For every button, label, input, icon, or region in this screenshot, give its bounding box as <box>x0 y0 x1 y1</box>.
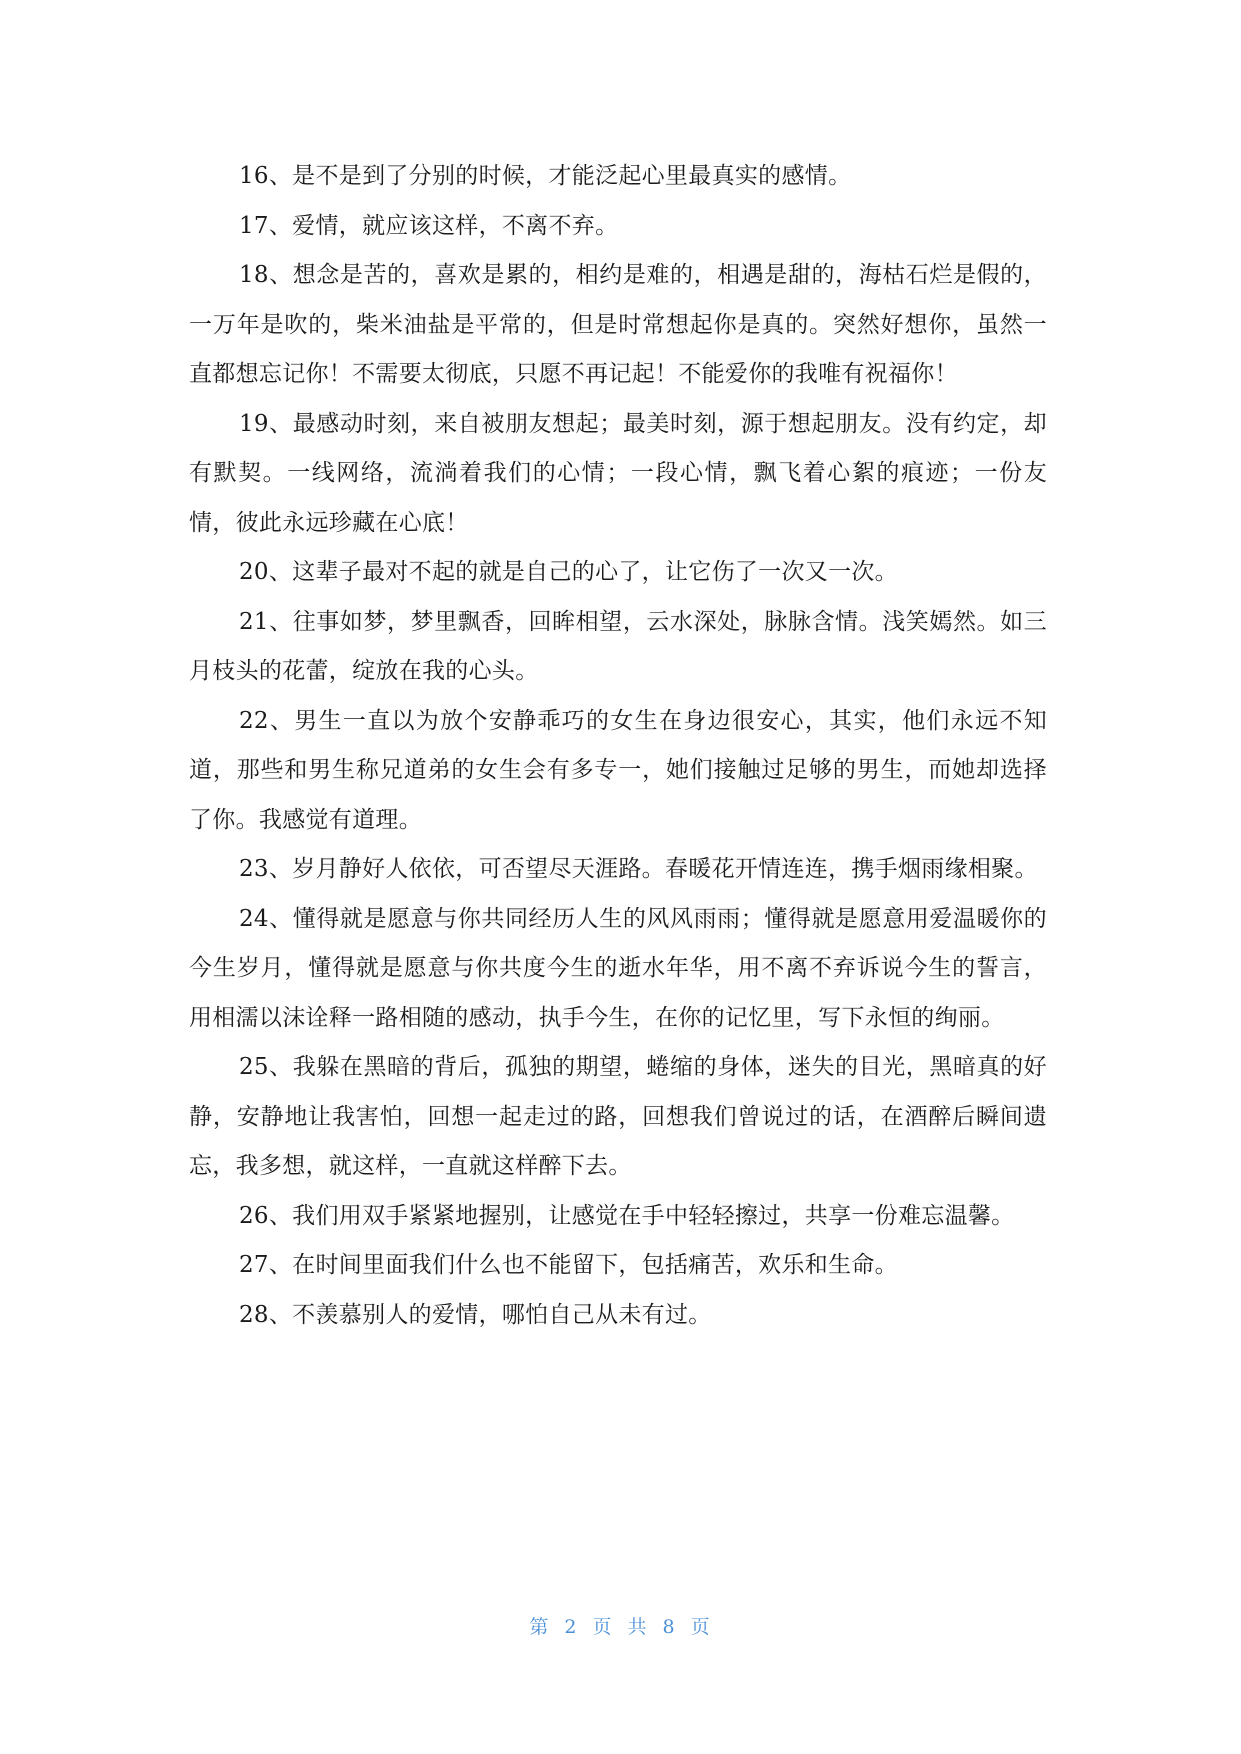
paragraph-16: 16、是不是到了分别的时候，才能泛起心里最真实的感情。 <box>239 163 852 189</box>
paragraph-22: 22、男生一直以为放个安静乖巧的女生在身边很安心，其实，他们永远不知道，那些和男生称兄道弟的女生会有多专一，她们接触过足够的男生，而她却选择了你。我感觉有道理。 <box>189 707 1047 833</box>
paragraph-26: 26、我们用双手紧紧地握别，让感觉在手中轻轻擦过，共享一份难忘温馨。 <box>239 1202 1015 1229</box>
paragraph-19: 19、最感动时刻，来自被朋友想起；最美时刻，源于想起朋友。没有约定，却有默契。一线网络，流淌着我们的心情；一段心情，飘飞着心絮的痕迹；一份友情，彼此永远珍藏在心底！ <box>189 410 1047 536</box>
paragraph-23: 23、岁月静好人依依，可否望尽天涯路。春暖花开情连连，携手烟雨缘相聚。 <box>239 856 1038 882</box>
paragraph-17: 17、爱情，就应该这样，不离不弃。 <box>239 212 619 239</box>
document-body <box>189 152 1047 1340</box>
paragraph-21: 21、往事如梦，梦里飘香，回眸相望，云水深处，脉脉含情。浅笑嫣然。如三月枝头的花蕾，绽放在我的心头。 <box>189 608 1047 684</box>
paragraph-20: 20、这辈子最对不起的就是自己的心了，让它伤了一次又一次。 <box>239 559 898 585</box>
paragraph-18: 18、想念是苦的，喜欢是累的，相约是难的，相遇是甜的，海枯石烂是假的，一万年是吹的，柴米油盐是平常的，但是时常想起你是真的。突然好想你，虽然一直都想忘记你！不需要太彻底，只愿不再记起！不能爱你的我唯有祝福你！ <box>189 262 1047 387</box>
paragraph-28: 28、不羡慕别人的爱情，哪怕自己从未有过。 <box>239 1301 712 1328</box>
paragraph-25: 25、我躲在黑暗的背后，孤独的期望，蜷缩的身体，迷失的目光，黑暗真的好静，安静地让我害怕，回想一起走过的路，回想我们曾说过的话，在酒醉后瞬间遗忘，我多想，就这样，一直就这样醉下去。 <box>189 1054 1047 1179</box>
paragraph-27: 27、在时间里面我们什么也不能留下，包括痛苦，欢乐和生命。 <box>239 1252 898 1278</box>
page-number-footer: 第 2 页 共 8 页 <box>529 1616 712 1638</box>
paragraph-24: 24、懂得就是愿意与你共同经历人生的风风雨雨；懂得就是愿意用爱温暖你的今生岁月，懂得就是愿意与你共度今生的逝水年华，用不离不弃诉说今生的誓言，用相濡以沫诠释一路相随的感动，执手今生，在你的记忆里，写下永恒的绚丽。 <box>189 905 1047 1031</box>
